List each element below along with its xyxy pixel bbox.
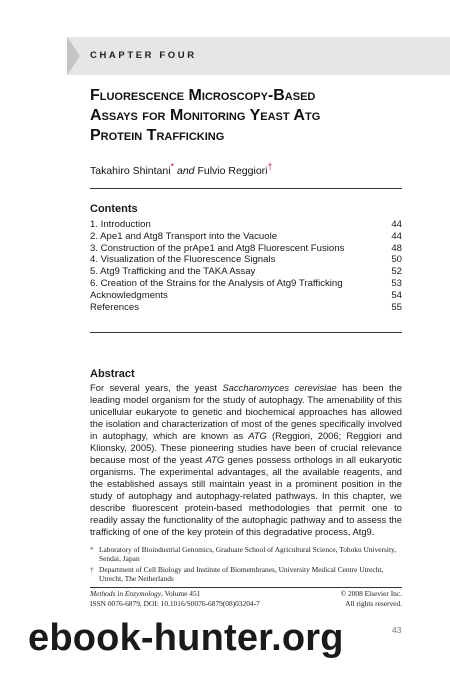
toc-item[interactable] [90, 302, 402, 314]
toc-item-page: 48 [391, 242, 402, 254]
author-line [90, 161, 273, 177]
footnotes [90, 545, 402, 585]
publication-info [90, 588, 402, 608]
issn-doi: ISSN 0076-6879, DOI: 10.1016/S0076-6879(08)03204-7 [90, 598, 260, 608]
author-name: Takahiro Shintani [90, 165, 171, 177]
toc-item-label: Acknowledgments [90, 289, 168, 301]
chapter-label: CHAPTER FOUR [90, 50, 197, 61]
divider [90, 587, 402, 588]
toc-item[interactable] [90, 254, 402, 266]
abstract-heading: Abstract [90, 368, 135, 380]
footnote-text: Laboratory of Bioindustrial Genomics, Graduate School of Agricultural Science, Tohoku University, Sendai, Japan [99, 545, 397, 563]
toc-item[interactable] [90, 290, 402, 302]
toc-item-page: 52 [391, 266, 402, 278]
toc-item-label: References [90, 301, 140, 313]
toc-item-page: 44 [391, 219, 402, 230]
footnote-symbol: * [90, 545, 94, 554]
divider [90, 332, 402, 333]
volume: , Volume 451 [161, 589, 201, 598]
contents-heading: Contents [90, 203, 138, 215]
toc-item-label: 5. Atg9 Trafficking and the TAKA Assay [90, 266, 256, 278]
title-line: Protein Trafficking [90, 127, 225, 144]
toc-item-page: 44 [391, 230, 402, 242]
toc-item[interactable] [90, 266, 402, 278]
divider [90, 188, 402, 189]
toc-item[interactable] [90, 243, 402, 255]
watermark: ebook-hunter.org [28, 617, 344, 659]
toc-item-page: 54 [391, 289, 402, 301]
toc-item-label: 1. Introduction [90, 219, 151, 230]
toc-item[interactable] [90, 278, 402, 290]
toc-item-page: 55 [391, 301, 402, 313]
chapter-arrow-icon [67, 37, 80, 75]
author-name: Fulvio Reggiori [197, 165, 268, 177]
chapter-title [90, 86, 410, 146]
toc-item[interactable] [90, 231, 402, 243]
copyright: © 2008 Elsevier Inc. [340, 589, 402, 598]
footnote-text: Department of Cell Biology and Institute of Biomembranes, University Medical Centre Utrecht, Utrecht, The Netherlands [99, 565, 384, 583]
toc-item[interactable] [90, 219, 402, 231]
title-line: Fluorescence Microscopy-Based [90, 87, 316, 104]
title-line: Assays for Monitoring Yeast Atg [90, 107, 321, 124]
journal-volume [90, 589, 200, 599]
rights: All rights reserved. [345, 598, 402, 608]
page-number: 43 [392, 625, 402, 635]
affiliation-mark: * [170, 161, 175, 172]
toc-item-page: 53 [391, 277, 402, 289]
footnote [90, 565, 402, 583]
toc-item-page: 50 [391, 254, 402, 266]
toc-item-label: 2. Ape1 and Atg8 Transport into the Vacuole [90, 230, 278, 242]
affiliation-mark: † [267, 161, 273, 172]
author-conjunction: and [177, 165, 195, 177]
toc-item-label: 6. Creation of the Strains for the Analysis of Atg9 Trafficking [90, 277, 343, 289]
footnote [90, 545, 402, 563]
table-of-contents [90, 219, 402, 313]
journal-name: Methods in Enzymology [90, 589, 162, 598]
toc-item-label: 4. Visualization of the Fluorescence Signals [90, 254, 276, 266]
abstract-text: For several years, the yeast Saccharomyces cerevisiae has been the leading model organism for the study of autophagy. The amenability of this unicellular eukaryote to genetic and biochemical approaches has allowed the isolation and characterization of most of the genes specifically involved in autophagy, which are known as ATG (Reggiori, 2006; Reggiori and Klionsky, 2005). These pioneering studies have been of crucial relevance because most of the yeast ATG genes possess orthologs in all eukaryotic organisms. The experimental advantages, all the available reagents, and the established assays still maintain yeast in a prominent position in the study of autophagy and autophagy-related pathways. In this chapter, we describe fluorescent protein-based methodologies that permit one to readily assay the functionality of the autophagic pathway and to assess the trafficking of one of the key protein of this degradative process, Atg9. [90, 382, 402, 537]
footnote-symbol: † [90, 565, 94, 574]
toc-item-label: 3. Construction of the prApe1 and Atg8 Fluorescent Fusions [90, 242, 345, 254]
